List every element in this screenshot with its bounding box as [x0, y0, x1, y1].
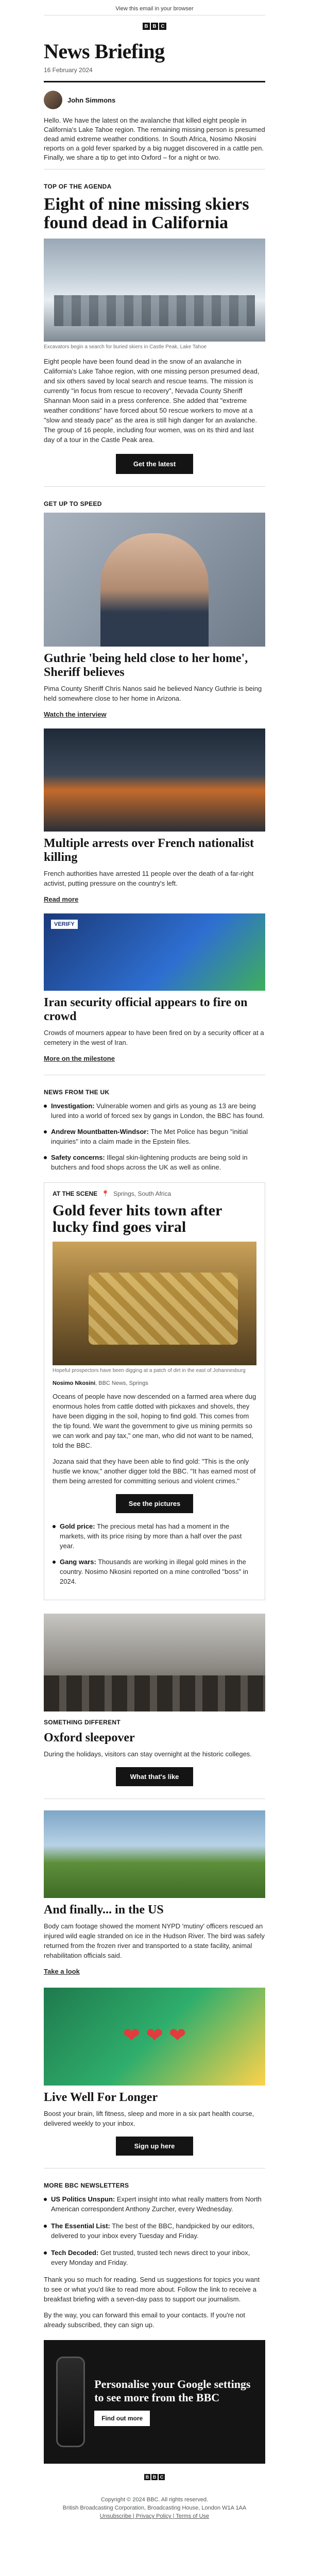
footer-copyright: Copyright © 2024 BBC. All rights reserved.	[100, 2497, 209, 2503]
gold-image[interactable]	[53, 1242, 256, 1365]
list-item-text: Expert insight into what really matters from North American correspondent Anthony Zurcher, every Wednesday.	[51, 2195, 262, 2213]
forward-text: By the way, you can forward this email to your contacts. If you're not already subscribed, they can sign up.	[44, 2311, 245, 2329]
gold-caption: Hopeful prospectors have been digging at a patch of dirt in the east of Johannesburg	[53, 1368, 246, 1374]
explosion-body: French authorities have arrested 11 people over the death of a far-right activist, putting pressure on the country's left.	[44, 870, 254, 887]
oxford-body: During the holidays, visitors can stay overnight at the historic colleges.	[44, 1750, 252, 1758]
scene-label: AT THE SCENE	[53, 1190, 98, 1197]
footer-address: British Broadcasting Corporation, Broadcasting House, London W1A 1AA	[62, 2505, 247, 2511]
at-the-scene-box	[44, 1182, 265, 1600]
bbc-logo-letter: B	[143, 23, 150, 30]
bullet-icon	[53, 1525, 56, 1528]
bbc-logo-letter: B	[151, 2474, 158, 2480]
title-rule	[44, 81, 265, 82]
divider	[44, 486, 265, 487]
finally-body: Body cam footage showed the moment NYPD 'mutiny' officers rescued an injured wild eagle stranded on ice in the Hudson River. The bird was safely returned from the frozen river and transported to a state facility, animal rehabilitation officials said.	[44, 1922, 265, 1959]
verify-badge: VERIFY	[51, 920, 78, 929]
uk-news-list	[44, 1101, 265, 1172]
explosion-link[interactable]: Read more	[44, 895, 79, 903]
guthrie-image[interactable]	[44, 513, 265, 647]
list-item-text: The Met Police has begun "initial inquiries" into a claim made in the Epstein files.	[51, 1128, 248, 1145]
top-body: Eight people have been found dead in the snow of an avalanche in California's Lake Tahoe region, with one missing person presumed dead, and six others saved by local search and rescue teams. The mission is currently "in focus from rescue to recovery", Nevada County Sheriff Shannan Moon said in a press conference. She added that "extreme weather conditions" have forced about 50 rescue workers to move at a "slow and steady pace" as the area is still high danger for an avalanche. The group of 16 people, including four women, was on its third and last day of a tour in the Castle Peak area.	[44, 358, 260, 444]
list-item[interactable]	[53, 1521, 256, 1551]
oxford-headline[interactable]: Oxford sleepover	[44, 1731, 135, 1744]
list-item-lead: The Essential List:	[51, 2222, 110, 2230]
scene-location: Springs, South Africa	[113, 1190, 171, 1197]
bullet-icon	[44, 2225, 47, 2228]
top-caption: Excavators begin a search for buried skiers in Castle Peak, Lake Tahoe	[44, 344, 207, 350]
bullet-icon	[44, 1130, 47, 1133]
section-label-top: TOP OF THE AGENDA	[44, 183, 112, 190]
email-column	[44, 0, 265, 2531]
list-item-text: Get trusted, trusted tech news direct to your inbox, every Monday and Friday.	[51, 2249, 250, 2266]
list-item-lead: US Politics Unspun:	[51, 2195, 115, 2203]
footer-bbc-logo[interactable]	[44, 2474, 265, 2480]
see-pictures-button[interactable]: See the pictures	[116, 1494, 193, 1513]
feedback-text: Thank you so much for reading. Send us suggestions for topics you want to see or what you'd like to read more about. Follow the link to receive a breakfast briefing with a seven-day pass to support our journalism.	[44, 2276, 260, 2303]
section-label-more: MORE BBC NEWSLETTERS	[44, 2182, 129, 2189]
section-label-different: SOMETHING DIFFERENT	[44, 1719, 121, 1726]
promo-body: Boost your brain, lift fitness, sleep and more in a six part health course, delivered weekly to your inbox.	[44, 2110, 254, 2127]
issue-date: 16 February 2024	[44, 66, 93, 74]
live-well-image[interactable]	[44, 1988, 265, 2086]
top-headline[interactable]: Eight of nine missing skiers found dead in California	[44, 195, 249, 232]
gold-bullets	[53, 1521, 256, 1586]
bullet-icon	[53, 1561, 56, 1564]
gold-body-1: Oceans of people have now descended on a farmed area where dug enormous holes from cattle dotted with pickaxes and shovels, they have been digging in the soil, hoping to find gold. This comes from the tip found. We want the government to give us mining permits so we can work and pay tax," one man, who did not want to be named, told the BBC.	[53, 1393, 256, 1449]
bullet-icon	[44, 2198, 47, 2201]
gold-headline[interactable]: Gold fever hits town after lucky find goes viral	[53, 1202, 222, 1235]
eagle-image[interactable]	[44, 1810, 265, 1898]
at-the-scene-tag	[53, 1190, 256, 1197]
newsletters-list	[44, 2194, 265, 2267]
intro-text: Hello. We have the latest on the avalanche that killed eight people in California's Lake Tahoe region. The remaining missing person is presumed dead amid extreme weather conditions. In South Africa, Nosimo Nkosini reports on a gold fever sparked by a big nugget discovered in a cattle pen. Finally, we share a tip to get into Oxford – for a night or two.	[44, 116, 265, 161]
gold-byline: Nosimo Nkosini, BBC News, Springs	[53, 1380, 148, 1386]
oxford-image[interactable]	[44, 1614, 265, 1711]
bbc-logo[interactable]	[44, 23, 265, 30]
list-item[interactable]	[44, 2248, 265, 2267]
list-item-text: Illegal skin-lightening products are being sold in butchers and food shops across the UK as well as online.	[51, 1154, 248, 1171]
iran-headline[interactable]: Iran security official appears to fire on crowd	[44, 996, 248, 1023]
list-item[interactable]	[44, 1127, 265, 1146]
get-latest-button[interactable]: Get the latest	[116, 454, 193, 474]
phone-illustration	[56, 2357, 85, 2447]
bullet-icon	[44, 1105, 47, 1108]
author-avatar	[44, 91, 62, 109]
bbc-logo-letter: B	[151, 23, 158, 30]
guthrie-link[interactable]: Watch the interview	[44, 710, 107, 718]
list-item-lead: Gang wars:	[60, 1558, 96, 1566]
find-out-more-button[interactable]: Find out more	[94, 2411, 150, 2426]
view-in-browser-link[interactable]: View this email in your browser	[115, 6, 194, 12]
explosion-image[interactable]	[44, 728, 265, 832]
bbc-logo-letter: C	[159, 23, 166, 30]
list-item-lead: Investigation:	[51, 1102, 95, 1110]
iran-link[interactable]: More on the milestone	[44, 1055, 115, 1062]
list-item-lead: Tech Decoded:	[51, 2249, 99, 2257]
sign-up-button[interactable]: Sign up here	[116, 2137, 193, 2156]
list-item[interactable]	[44, 1153, 265, 1172]
bullet-icon	[44, 1156, 47, 1159]
guthrie-headline[interactable]: Guthrie 'being held close to her home', Sheriff believes	[44, 652, 248, 679]
list-item[interactable]	[53, 1557, 256, 1586]
byline-role: BBC News, Springs	[98, 1380, 148, 1386]
list-item-text: The best of the BBC, handpicked by our editors, delivered to your inbox every Tuesday and Friday.	[51, 2222, 255, 2240]
finally-link[interactable]: Take a look	[44, 1968, 80, 1975]
list-item[interactable]	[44, 1101, 265, 1121]
location-pin-icon: 📍	[101, 1190, 110, 1197]
footer	[44, 2485, 265, 2531]
list-item-lead: Andrew Mountbatten-Windsor:	[51, 1128, 149, 1136]
byline-names: Nosimo Nkosini	[53, 1380, 96, 1386]
list-item[interactable]	[44, 2221, 265, 2241]
list-item-text: The precious metal has had a moment in the markets, with its price rising by more than a half over the past year.	[60, 1522, 242, 1550]
section-label-speed: GET UP TO SPEED	[44, 500, 102, 507]
list-item[interactable]	[44, 2194, 265, 2214]
footer-links[interactable]: Unsubscribe | Privacy Policy | Terms of Use	[99, 2513, 210, 2519]
list-item-text: Thousands are working in illegal gold mines in the country. Nosimo Nkosini reported on a mine controlled "boss" in 2024.	[60, 1558, 248, 1585]
list-item-lead: Gold price:	[60, 1522, 95, 1530]
author-name: John Simmons	[67, 96, 116, 104]
gold-body-2: Jozana said that they have been able to find gold: "This is the only hustle we know," another digger told the BBC. "It has earned most of them being arrested for committing serious and violent crimes."	[53, 1458, 256, 1485]
iran-image[interactable]	[44, 913, 265, 991]
divider	[44, 169, 265, 170]
guthrie-body: Pima County Sheriff Chris Nanos said he believed Nancy Guthrie is being held somewhere close to her home in Arizona.	[44, 685, 262, 702]
avalanche-image[interactable]	[44, 239, 265, 342]
bullet-icon	[44, 2251, 47, 2255]
iran-body: Crowds of mourners appear to have been fired on by a security officer at a cemetery in the west of Iran.	[44, 1029, 264, 1046]
bbc-logo-letter: B	[144, 2474, 150, 2480]
bbc-logo-letter: C	[159, 2474, 165, 2480]
author-block	[44, 91, 265, 109]
app-banner[interactable]	[44, 2340, 265, 2464]
newsletter-title: News Briefing	[44, 40, 165, 63]
section-label-uk: NEWS FROM THE UK	[44, 1089, 110, 1096]
whats-that-like-button[interactable]: What that's like	[116, 1767, 193, 1786]
explosion-headline[interactable]: Multiple arrests over French nationalist killing	[44, 837, 254, 864]
promo-headline[interactable]: Live Well For Longer	[44, 2091, 158, 2104]
finally-headline[interactable]: And finally... in the US	[44, 1903, 164, 1917]
list-item-text: Vulnerable women and girls as young as 13 are being lured into a world of forced sex by gangs in London, the BBC has found.	[51, 1102, 265, 1120]
list-item-lead: Safety concerns:	[51, 1154, 105, 1161]
app-banner-headline: Personalise your Google settings to see more from the BBC	[94, 2378, 251, 2404]
